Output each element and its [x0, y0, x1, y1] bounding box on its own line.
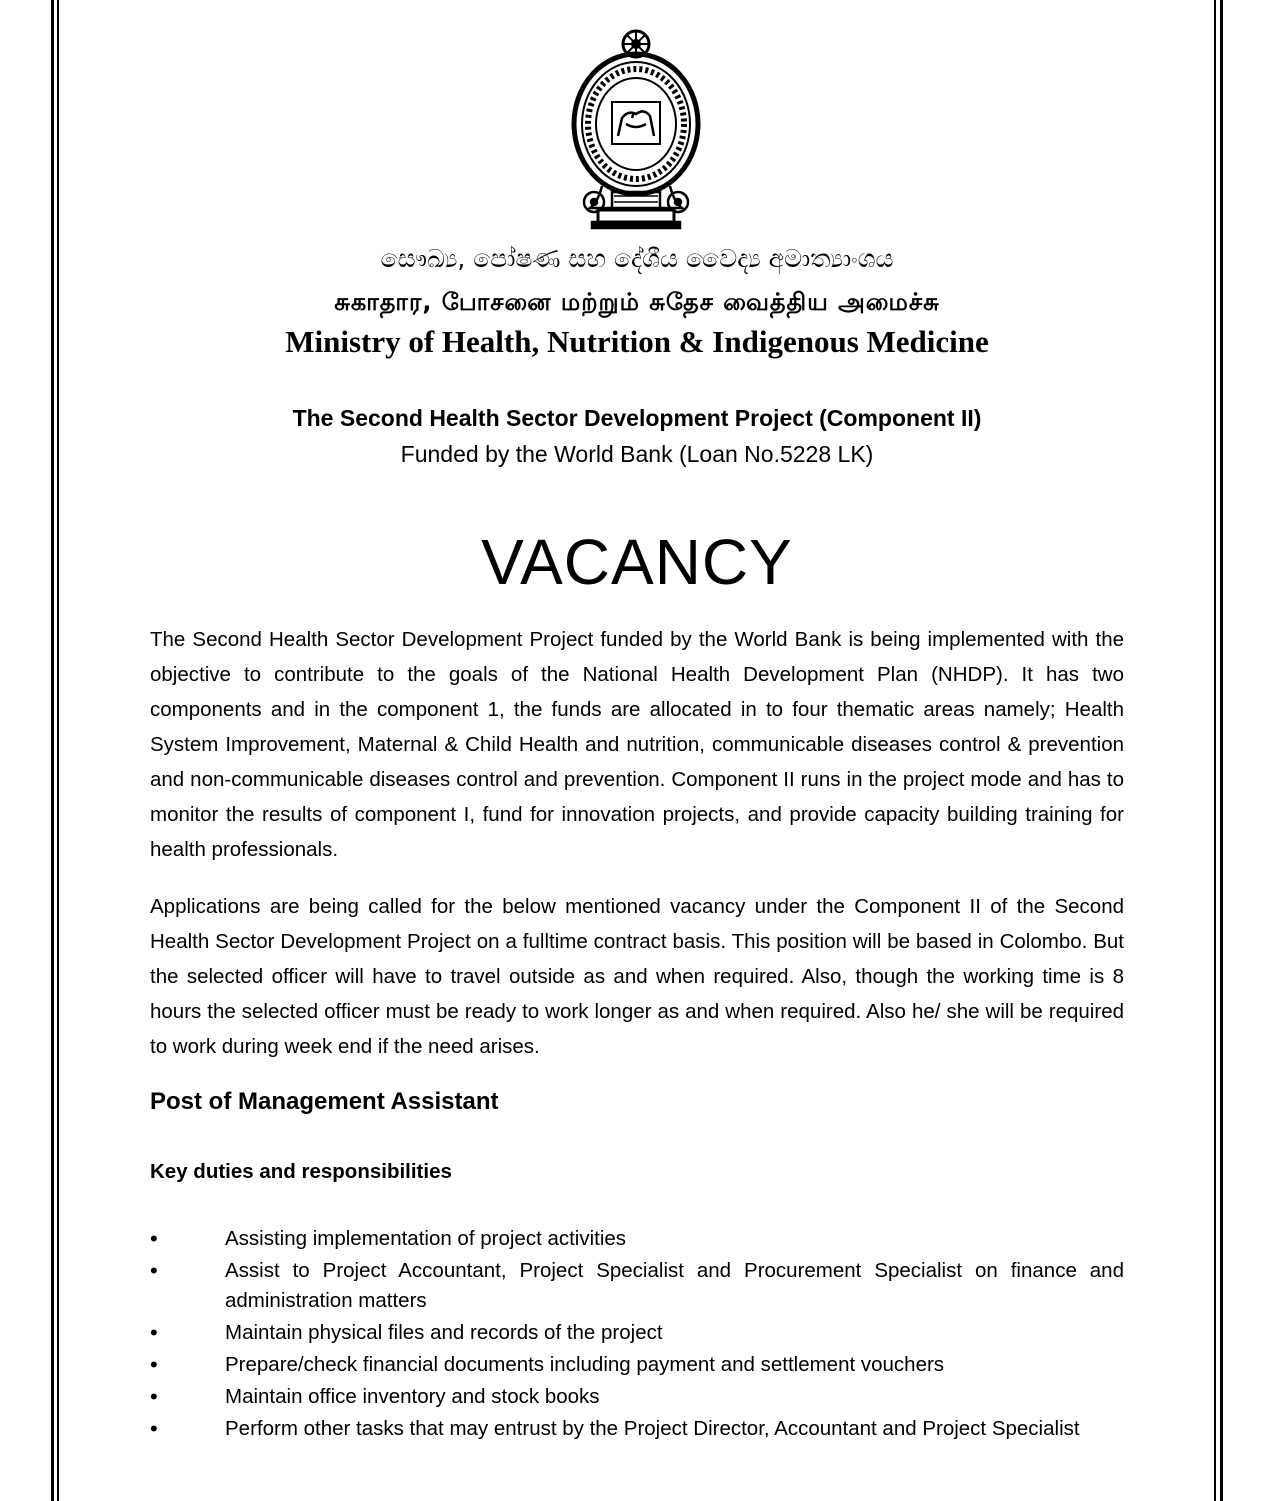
ministry-name-tamil: சுகாதார, போசனை மற்றும் சுதேச வைத்திய அமைச்சு: [334, 288, 940, 316]
duty-text: Prepare/check financial documents including payment and settlement vouchers: [225, 1353, 945, 1376]
bullet: •: [150, 1352, 158, 1377]
duty-text: Perform other tasks that may entrust by the Project Director, Accountant and Project Specialist: [225, 1417, 1080, 1440]
list-item: [150, 1318, 1124, 1348]
duty-text: Assisting implementation of project activities: [225, 1227, 627, 1250]
duty-text: Maintain office inventory and stock books: [225, 1385, 600, 1408]
intro-paragraph: The Second Health Sector Development Project funded by the World Bank is being implemented with the objective to contribute to the goals of the National Health Development Plan (NHDP). It has two components and in the component 1, the funds are allocated in to four thematic areas namely; Health System Improvement, Maternal & Child Health and nutrition, communicable diseases control & prevention and non-communicable diseases control and prevention. Component II runs in the project mode and has to monitor the results of component I, fund for innovation projects, and provide capacity building training for health professionals.: [150, 628, 1124, 861]
duty-text: Assist to Project Accountant, Project Specialist and Procurement Specialist on finance and administration matters: [225, 1259, 1124, 1312]
duties-heading: Key duties and responsibilities: [150, 1160, 452, 1183]
application-paragraph: Applications are being called for the below mentioned vacancy under the Component II of the Second Health Sector Development Project on a fulltime contract basis. This position will be based in Colombo. But the selected officer will have to travel outside as and when required. Also, though the working time is 8 hours the selected officer must be ready to work longer as and when required. Also he/ she will be required to work during week end if the need arises.: [150, 895, 1124, 1058]
project-funding: Funded by the World Bank (Loan No.5228 LK): [400, 441, 874, 467]
ministry-name-sinhala: සෞඛ්‍ය, පෝෂණ සහ දේශීය වෛද්‍ය අමාත්‍යාංශය: [380, 244, 894, 273]
project-title: The Second Health Sector Development Project (Component II): [292, 405, 982, 431]
list-item: [150, 1256, 1124, 1316]
page-border-left-outer: [51, 0, 54, 1501]
vacancy-heading: VACANCY: [481, 526, 793, 598]
list-item: [150, 1414, 1124, 1444]
list-item: [150, 1382, 1124, 1412]
post-title: Post of Management Assistant: [150, 1088, 499, 1115]
bullet: •: [150, 1258, 158, 1283]
list-item: [150, 1224, 1124, 1254]
list-item: [150, 1350, 1124, 1380]
page-border-left-inner: [57, 0, 59, 1501]
bullet: •: [150, 1320, 158, 1345]
page-border-right-inner: [1214, 0, 1216, 1501]
bullet: •: [150, 1226, 158, 1251]
duty-text: Maintain physical files and records of the project: [225, 1321, 663, 1344]
bullet: •: [150, 1384, 158, 1409]
ministry-name-english: Ministry of Health, Nutrition & Indigenous Medicine: [285, 324, 989, 359]
bullet: •: [150, 1416, 158, 1441]
duties-list: [150, 1224, 1124, 1446]
page-border-right-outer: [1220, 0, 1223, 1501]
state-emblem-icon: [562, 26, 710, 232]
